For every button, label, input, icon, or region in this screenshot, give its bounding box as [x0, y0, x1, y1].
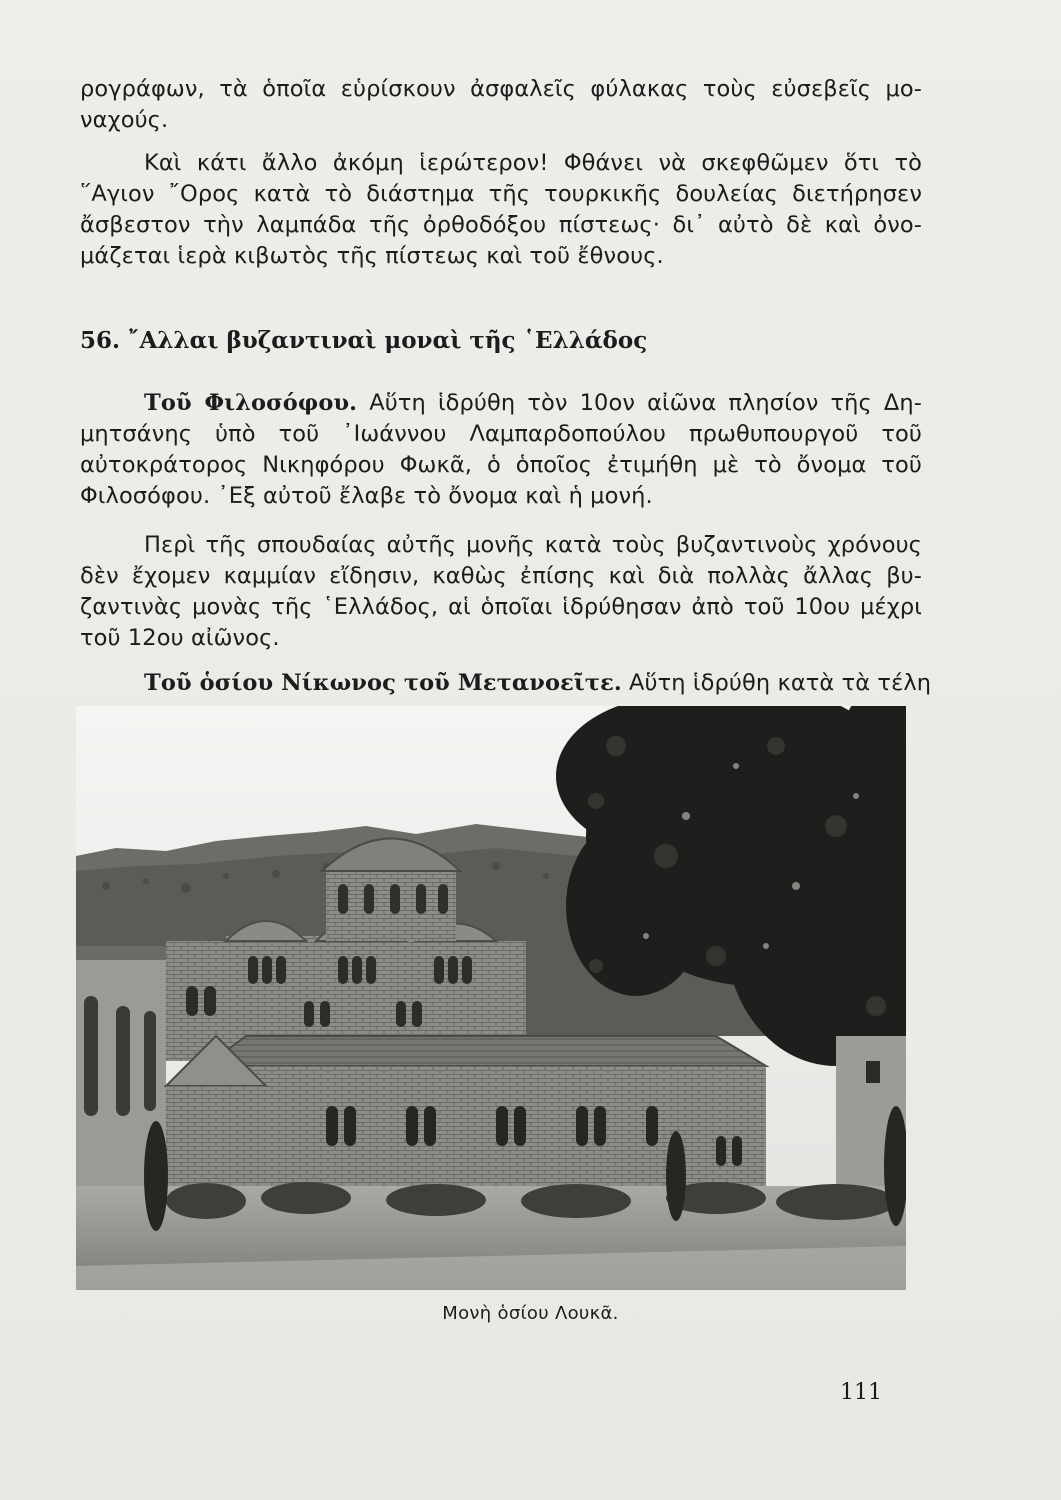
paragraph-3-line: Φιλοσόφου. ᾿Εξ αὐτοῦ ἔλαβε τὸ ὄνομα καὶ ἡ μονή.	[80, 483, 653, 509]
paragraph-4-line: δὲν ἔχομεν καμμίαν εἴδησιν, καθὼς ἐπίσης καὶ διὰ πολλὰς ἄλλας βυ-	[80, 563, 922, 589]
section-heading: 56. ῎Αλλαι βυζαντιναὶ μοναὶ τῆς ῾Ελλάδος	[80, 327, 648, 354]
paragraph-3-first-line	[80, 388, 922, 419]
paragraph-3-line: αὐτοκράτορος Νικηφόρου Φωκᾶ, ὁ ὁποῖος ἐτιμήθη μὲ τὸ ὄνομα τοῦ	[80, 452, 922, 478]
paragraph-2-line: μάζεται ἱερὰ κιβωτὸς τῆς πίστεως καὶ τοῦ ἔθνους.	[80, 243, 664, 269]
paragraph-5-first-line	[80, 668, 932, 699]
paragraph-5-first-line-rest: Αὕτη ἱδρύθη κατὰ τὰ τέλη	[621, 670, 932, 696]
paragraph-1-line: ρογράφων, τὰ ὁποῖα εὑρίσκουν ἀσφαλεῖς φύλακας τοὺς εὐσεβεῖς μο-	[80, 76, 922, 102]
paragraph-3-lead: Τοῦ Φιλοσόφου.	[144, 390, 358, 416]
paragraph-3	[80, 388, 922, 512]
figure-caption-text: Μονὴ ὁσίου Λουκᾶ.	[442, 1303, 619, 1324]
paragraph-5	[80, 668, 932, 699]
page-number: 111	[840, 1380, 882, 1405]
paragraph-4-line: τοῦ 12ου αἰῶνος.	[80, 625, 280, 651]
paragraph-5-lead: Τοῦ ὁσίου Νίκωνος τοῦ Μετανοεῖτε.	[144, 670, 622, 696]
paragraph-2-line: Καὶ κάτι ἄλλο ἀκόμη ἱερώτερον! Φθάνει νὰ σκεφθῶμεν ὅτι τὸ	[144, 150, 922, 176]
paragraph-4-line: ζαντινὰς μονὰς τῆς ῾Ελλάδος, αἱ ὁποῖαι ἱδρύθησαν ἀπὸ τοῦ 10ου μέχρι	[80, 594, 922, 620]
paragraph-2-line: ῞Αγιον ῎Ορος κατὰ τὸ διάστημα τῆς τουρκικῆς δουλείας διετήρησεν	[80, 181, 922, 207]
paragraph-4-line: Περὶ τῆς σπουδαίας αὐτῆς μονῆς κατὰ τοὺς βυζαντινοὺς χρόνους	[144, 532, 922, 558]
figure-caption	[0, 1301, 1061, 1327]
paragraph-1-line: ναχούς.	[80, 107, 169, 133]
paragraph-2	[80, 148, 922, 272]
monastery-photograph	[76, 706, 906, 1290]
paragraph-3-line: μητσάνης ὑπὸ τοῦ ᾿Ιωάννου Λαμπαρδοπούλου πρωθυπουργοῦ τοῦ	[80, 421, 922, 447]
paragraph-3-first-line-rest: Αὕτη ἱδρύθη τὸν 10ον αἰῶνα πλησίον τῆς Δη-	[357, 390, 922, 416]
monastery-photograph-image	[76, 706, 906, 1290]
paragraph-2-line: ἄσβεστον τὴν λαμπάδα τῆς ὀρθοδόξου πίστεως· δι᾿ αὐτὸ δὲ καὶ ὀνο-	[80, 212, 922, 238]
paragraph-4	[80, 530, 922, 654]
paragraph-1	[80, 74, 922, 136]
